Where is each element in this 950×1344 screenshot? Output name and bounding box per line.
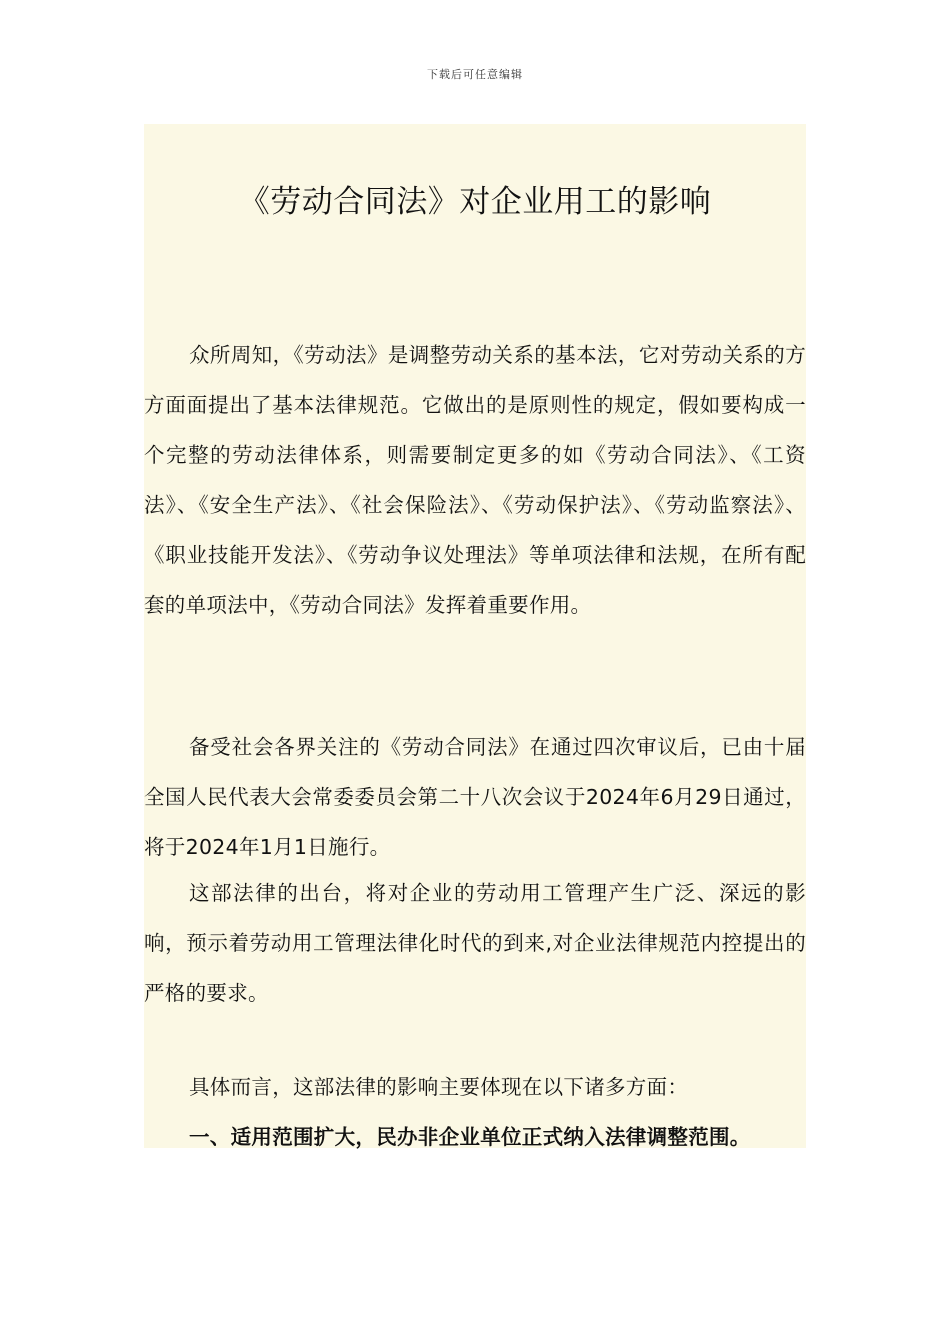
paragraph-intro: 众所周知，《劳动法》是调整劳动关系的基本法，它对劳动关系的方方面面提出了基本法律规范。它做出的是原则性的规定，假如要构成一个完整的劳动法律体系，则需要制定更多的如《劳动合同法》、《工资法》、《安全生产法》、《社会保险法》、《劳动保护法》、《劳动监察法》、《职业技能开发法》、《劳动争议处理法》等单项法律和法规，在所有配套的单项法中，《劳动合同法》发挥着重要作用。 bbox=[144, 343, 806, 617]
document-title: 《劳动合同法》对企业用工的影响 bbox=[238, 184, 712, 220]
paragraph-aspects-intro: 具体而言，这部法律的影响主要体现在以下诸多方面： bbox=[189, 1075, 689, 1099]
section-heading-1: 一、适用范围扩大，民办非企业单位正式纳入法律调整范围。 bbox=[189, 1125, 751, 1149]
paragraph-impact: 这部法律的出台，将对企业的劳动用工管理产生广泛、深远的影响，预示着劳动用工管理法律化时代的到来,对企业法律规范内控提出的严格的要求。 bbox=[144, 881, 806, 1005]
page-header-note: 下载后可任意编辑 bbox=[427, 68, 523, 81]
paragraph-adoption: 备受社会各界关注的《劳动合同法》在通过四次审议后，已由十届全国人民代表大会常委委员会第二十八次会议于2024年6月29日通过，将于2024年1月1日施行。 bbox=[144, 735, 806, 859]
